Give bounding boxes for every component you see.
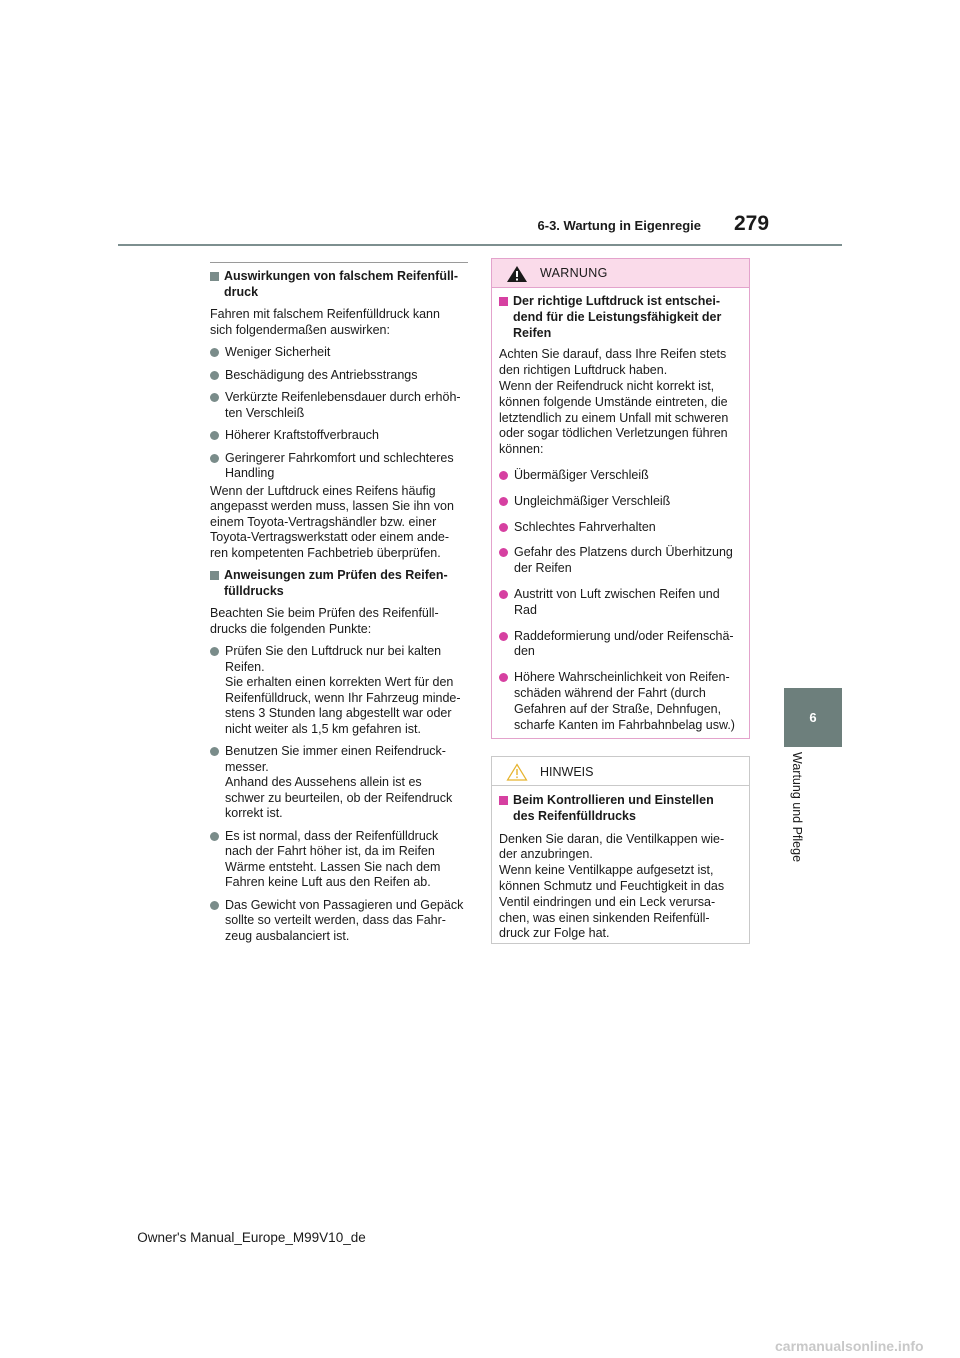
- warning-triangle-icon: [506, 265, 528, 283]
- list-item: Geringerer Fahrkomfort und schlechteres Handling: [210, 451, 468, 482]
- warning-box: [491, 258, 750, 739]
- square-bullet-icon: [499, 796, 508, 805]
- round-bullet-icon: [210, 348, 219, 357]
- list-item: Das Gewicht von Passagieren und Gepäck sollte so verteilt werden, dass das Fahr- zeug ausbalanciert ist.: [210, 898, 468, 945]
- list-item: Schlechtes Fahrverhalten: [499, 520, 742, 536]
- round-bullet-icon: [499, 632, 508, 641]
- list-item: Verkürzte Reifenlebensdauer durch erhöh- ten Verschleiß: [210, 390, 468, 421]
- chapter-label: Wartung und Pflege: [790, 752, 804, 863]
- notice-triangle-icon: [506, 763, 528, 781]
- list-item: Prüfen Sie den Luftdruck nur bei kalten Reifen. Sie erhalten einen korrekten Wert für den Reifenfülldruck, wenn Ihr Fahrzeug minde- stens 3 Stunden lang abgestellt war oder nicht weiter als 1,5 km gefahren ist.: [210, 644, 468, 737]
- warning-body: [492, 288, 749, 733]
- chapter-tab: 6: [784, 688, 842, 747]
- notice-header: [492, 757, 749, 786]
- round-bullet-icon: [499, 673, 508, 682]
- paragraph: Beachten Sie beim Prüfen des Reifenfüll- drucks die folgenden Punkte:: [210, 606, 439, 636]
- heading-text: Anweisungen zum Prüfen des Reifen- fülldrucks: [224, 568, 448, 598]
- section-heading-pressure-check: [210, 568, 468, 599]
- list-item: Weniger Sicherheit: [210, 345, 468, 361]
- round-bullet-icon: [210, 454, 219, 463]
- list-item: Es ist normal, dass der Reifenfülldruck nach der Fahrt höher ist, da im Reifen Wärme entsteht. Lassen Sie nach dem Fahren keine Luft aus den Reifen ab.: [210, 829, 468, 891]
- round-bullet-icon: [210, 901, 219, 910]
- square-bullet-icon: [210, 571, 219, 580]
- list-item: Gefahr des Platzens durch Überhitzung der Reifen: [499, 545, 742, 577]
- square-bullet-icon: [499, 297, 508, 306]
- notice-heading: Beim Kontrollieren und Einstellen des Reifenfülldrucks: [499, 793, 742, 825]
- warning-heading: Der richtige Luftdruck ist entschei- dend für die Leistungsfähigkeit der Reifen: [499, 294, 742, 341]
- notice-body: [492, 786, 749, 942]
- heading-text: Auswirkungen von falschem Reifenfüll- druck: [224, 269, 459, 299]
- left-top-divider: [210, 262, 468, 263]
- list-item: Übermäßiger Verschleiß: [499, 468, 742, 484]
- square-bullet-icon: [210, 272, 219, 281]
- header-divider: [118, 244, 842, 246]
- left-column: [210, 262, 468, 951]
- page-number: 279: [734, 212, 770, 235]
- notice-label: HINWEIS: [540, 765, 594, 779]
- list-item: Höhere Wahrscheinlichkeit von Reifen- schäden während der Fahrt (durch Gefahren auf der Straße, Dehnfugen, scharfe Kanten im Fahrbahnbelag usw.): [499, 670, 742, 733]
- warning-header: [492, 259, 749, 288]
- warning-label: WARNUNG: [540, 266, 608, 280]
- manual-id: Owner's Manual_Europe_M99V10_de: [137, 1230, 366, 1245]
- round-bullet-icon: [499, 590, 508, 599]
- round-bullet-icon: [210, 747, 219, 756]
- paragraph: Wenn der Luftdruck eines Reifens häufig angepasst werden muss, lassen Sie ihn von einem Toyota-Vertragshändler bzw. einer Toyota-Vertragswerkstatt oder einem ande- ren kompetenten Fachbetrieb überprüfen.: [210, 483, 454, 560]
- round-bullet-icon: [210, 371, 219, 380]
- list-item: Austritt von Luft zwischen Reifen und Rad: [499, 587, 742, 619]
- list-item: Benutzen Sie immer einen Reifendruck- messer. Anhand des Aussehens allein ist es schwer zu beurteilen, ob der Reifendruck korrekt ist.: [210, 744, 468, 822]
- notice-box: [491, 756, 750, 944]
- round-bullet-icon: [499, 548, 508, 557]
- list-item: Raddeformierung und/oder Reifenschä- den: [499, 629, 742, 661]
- paragraph: Fahren mit falschem Reifenfülldruck kann sich folgendermaßen auswirken:: [210, 307, 440, 337]
- round-bullet-icon: [210, 393, 219, 402]
- round-bullet-icon: [210, 431, 219, 440]
- list-item: Beschädigung des Antriebsstrangs: [210, 368, 468, 384]
- round-bullet-icon: [499, 471, 508, 480]
- section-title: 6-3. Wartung in Eigenregie: [537, 218, 701, 233]
- list-item: Ungleichmäßiger Verschleiß: [499, 494, 742, 510]
- round-bullet-icon: [499, 523, 508, 532]
- round-bullet-icon: [210, 647, 219, 656]
- list-item: Höherer Kraftstoffverbrauch: [210, 428, 468, 444]
- round-bullet-icon: [499, 497, 508, 506]
- round-bullet-icon: [210, 832, 219, 841]
- notice-text: Denken Sie daran, die Ventilkappen wie- der anzubringen. Wenn keine Ventilkappe aufgesetzt ist, können Schmutz und Feuchtigkeit in das Ventil eindringen und ein Leck verursa- chen, was einen sinkenden Reifenfüll- druck zur Folge hat.: [499, 831, 725, 941]
- watermark: carmanualsonline.info: [775, 1338, 924, 1354]
- section-heading-tire-pressure-effects: [210, 269, 468, 300]
- warning-intro: Achten Sie darauf, dass Ihre Reifen stets den richtigen Luftdruck haben. Wenn der Reifendruck nicht korrekt ist, können folgende Umstände eintreten, die letztendlich zu einem Unfall mit schweren oder sogar tödlichen Verletzungen führen können:: [499, 347, 729, 457]
